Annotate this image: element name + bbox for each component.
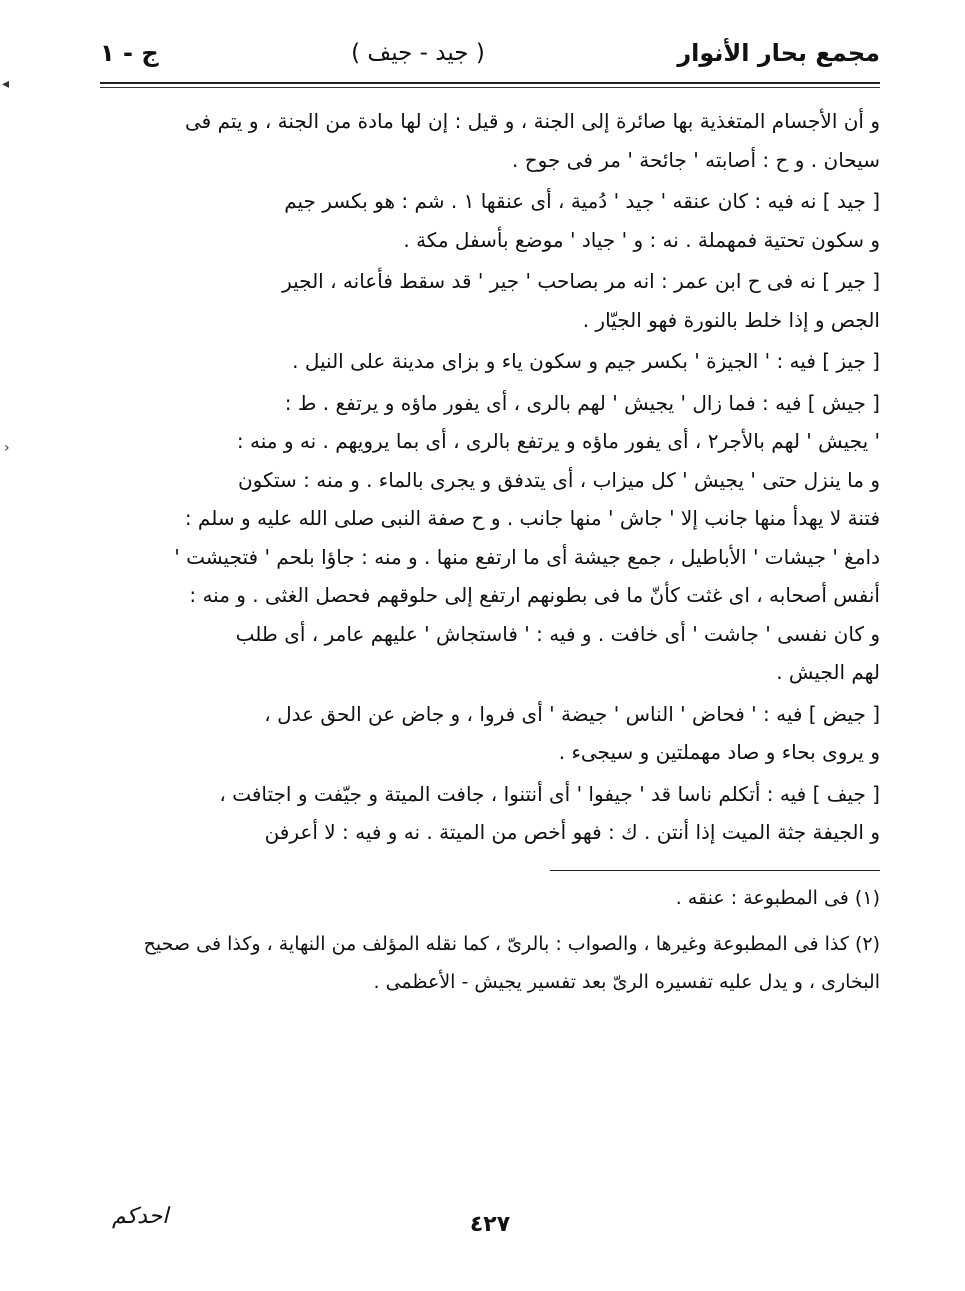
text-line: دامغ ' جيشات ' الأباطيل ، جمع جيشة أى ما ارتفع منها . و منه : جاؤا بلحم ' فتجيشت ' [174,544,880,569]
running-header [100,28,880,78]
handwritten-signature: احدكم [112,1204,169,1229]
header-rule-thin [100,87,880,88]
text-line: [ جيد ] نه فيه : كان عنقه ' جيد ' دُمية ، أى عنقها ١ . شم : هو بكسر جيم [284,189,880,213]
text-line: [ جيز ] فيه : ' الجيزة ' بكسر جيم و سكون ياء و بزاى مدينة على النيل . [292,349,880,373]
text-line: و سكون تحتية فمهملة . نه : و ' جياد ' موضع بأسفل مكة . [403,227,880,252]
margin-tick-icon: ‹ [4,440,10,456]
entry-range: ( جيد - جيف ) [351,40,485,66]
text-line: فتنة لا يهدأ منها جانب إلا ' جاش ' منها جانب . و ح صفة النبى صلى الله عليه و سلم : [184,506,880,530]
footnotes [100,870,880,1001]
footnote-rule [550,870,880,871]
text-line: [ جيف ] فيه : أتكلم ناسا قد ' جيفوا ' أى أنتنوا ، جافت الميتة و جيّفت و اجتافت ، [219,781,880,806]
text-line: [ جيض ] فيه : ' فحاض ' الناس ' جيضة ' أى فروا ، و جاض عن الحق عدل ، [264,701,880,726]
volume-number: ج - ١ [100,39,159,67]
main-text [100,102,880,852]
header-rule-thick [100,82,880,84]
footnote-2: (٢) كذا فى المطبوعة وغيرها ، والصواب : بالرىّ ، كما نقله المؤلف من النهاية ، وكذا فى صحيح البخارى ، و يدل عليه تفسيره الرىّ بعد تفسير يجيش - الأعظمى . [143,932,880,993]
book-title: مجمع بحار الأنوار [677,39,880,67]
paragraph-entry-jayf [100,775,880,852]
text-line: و أن الأجسام المتغذية بها صائرة إلى الجنة ، و قيل : إن لها مادة من الجنة ، و يتم فى [185,109,880,133]
paragraph-entry-jayz [100,342,880,381]
paragraph-entry-jaysh [100,384,880,692]
text-line: و الجيفة جثة الميت إذا أنتن . ك : فهو أخص من الميتة . نه و فيه : لا أعرفن [264,820,880,844]
paragraph [100,102,880,179]
text-line: [ جيش ] فيه : فما زال ' يجيش ' لهم بالرى ، أى يفور ماؤه و يرتفع . ط : [284,390,880,415]
page [100,28,880,1278]
text-line: [ جير ] نه فى ح ابن عمر : انه مر بصاحب ' جير ' قد سقط فأعانه ، الجير [282,269,880,293]
text-line: و ما ينزل حتى ' يجيش ' كل ميزاب ، أى يتدفق و يجرى بالماء . و منه : ستكون [237,467,880,492]
text-line: و يروى بحاء و صاد مهملتين و سيجىء . [558,740,880,764]
text-line: أنفس أصحابه ، اى غثت كأنّ ما فى بطونهم ارتفع إلى حلوقهم فحصل الغثى . و منه : [189,583,880,607]
footnote-1: (١) فى المطبوعة : عنقه . [675,886,880,909]
text-line: ' يجيش ' لهم بالأجر٢ ، أى يفور ماؤه و يرتفع بالرى ، أى بما يرويهم . نه و منه : [236,429,880,453]
text-line: لهم الجيش . [776,660,880,684]
paragraph-entry-jayd [100,182,880,259]
page-number: ٤٢٧ [469,1212,511,1237]
text-line: سيحان . و ح : أصابته ' جائحة ' مر فى جوح . [512,147,880,172]
paragraph-entry-jayd-dad [100,695,880,772]
paragraph-entry-jayr [100,262,880,339]
text-line: و كان نفسى ' جاشت ' أى خافت . و فيه : ' فاستجاش ' عليهم عامر ، أى طلب [235,621,880,646]
margin-arrow-icon: ◂ [2,76,10,92]
text-line: الجص و إذا خلط بالنورة فهو الجيّار . [582,307,880,332]
